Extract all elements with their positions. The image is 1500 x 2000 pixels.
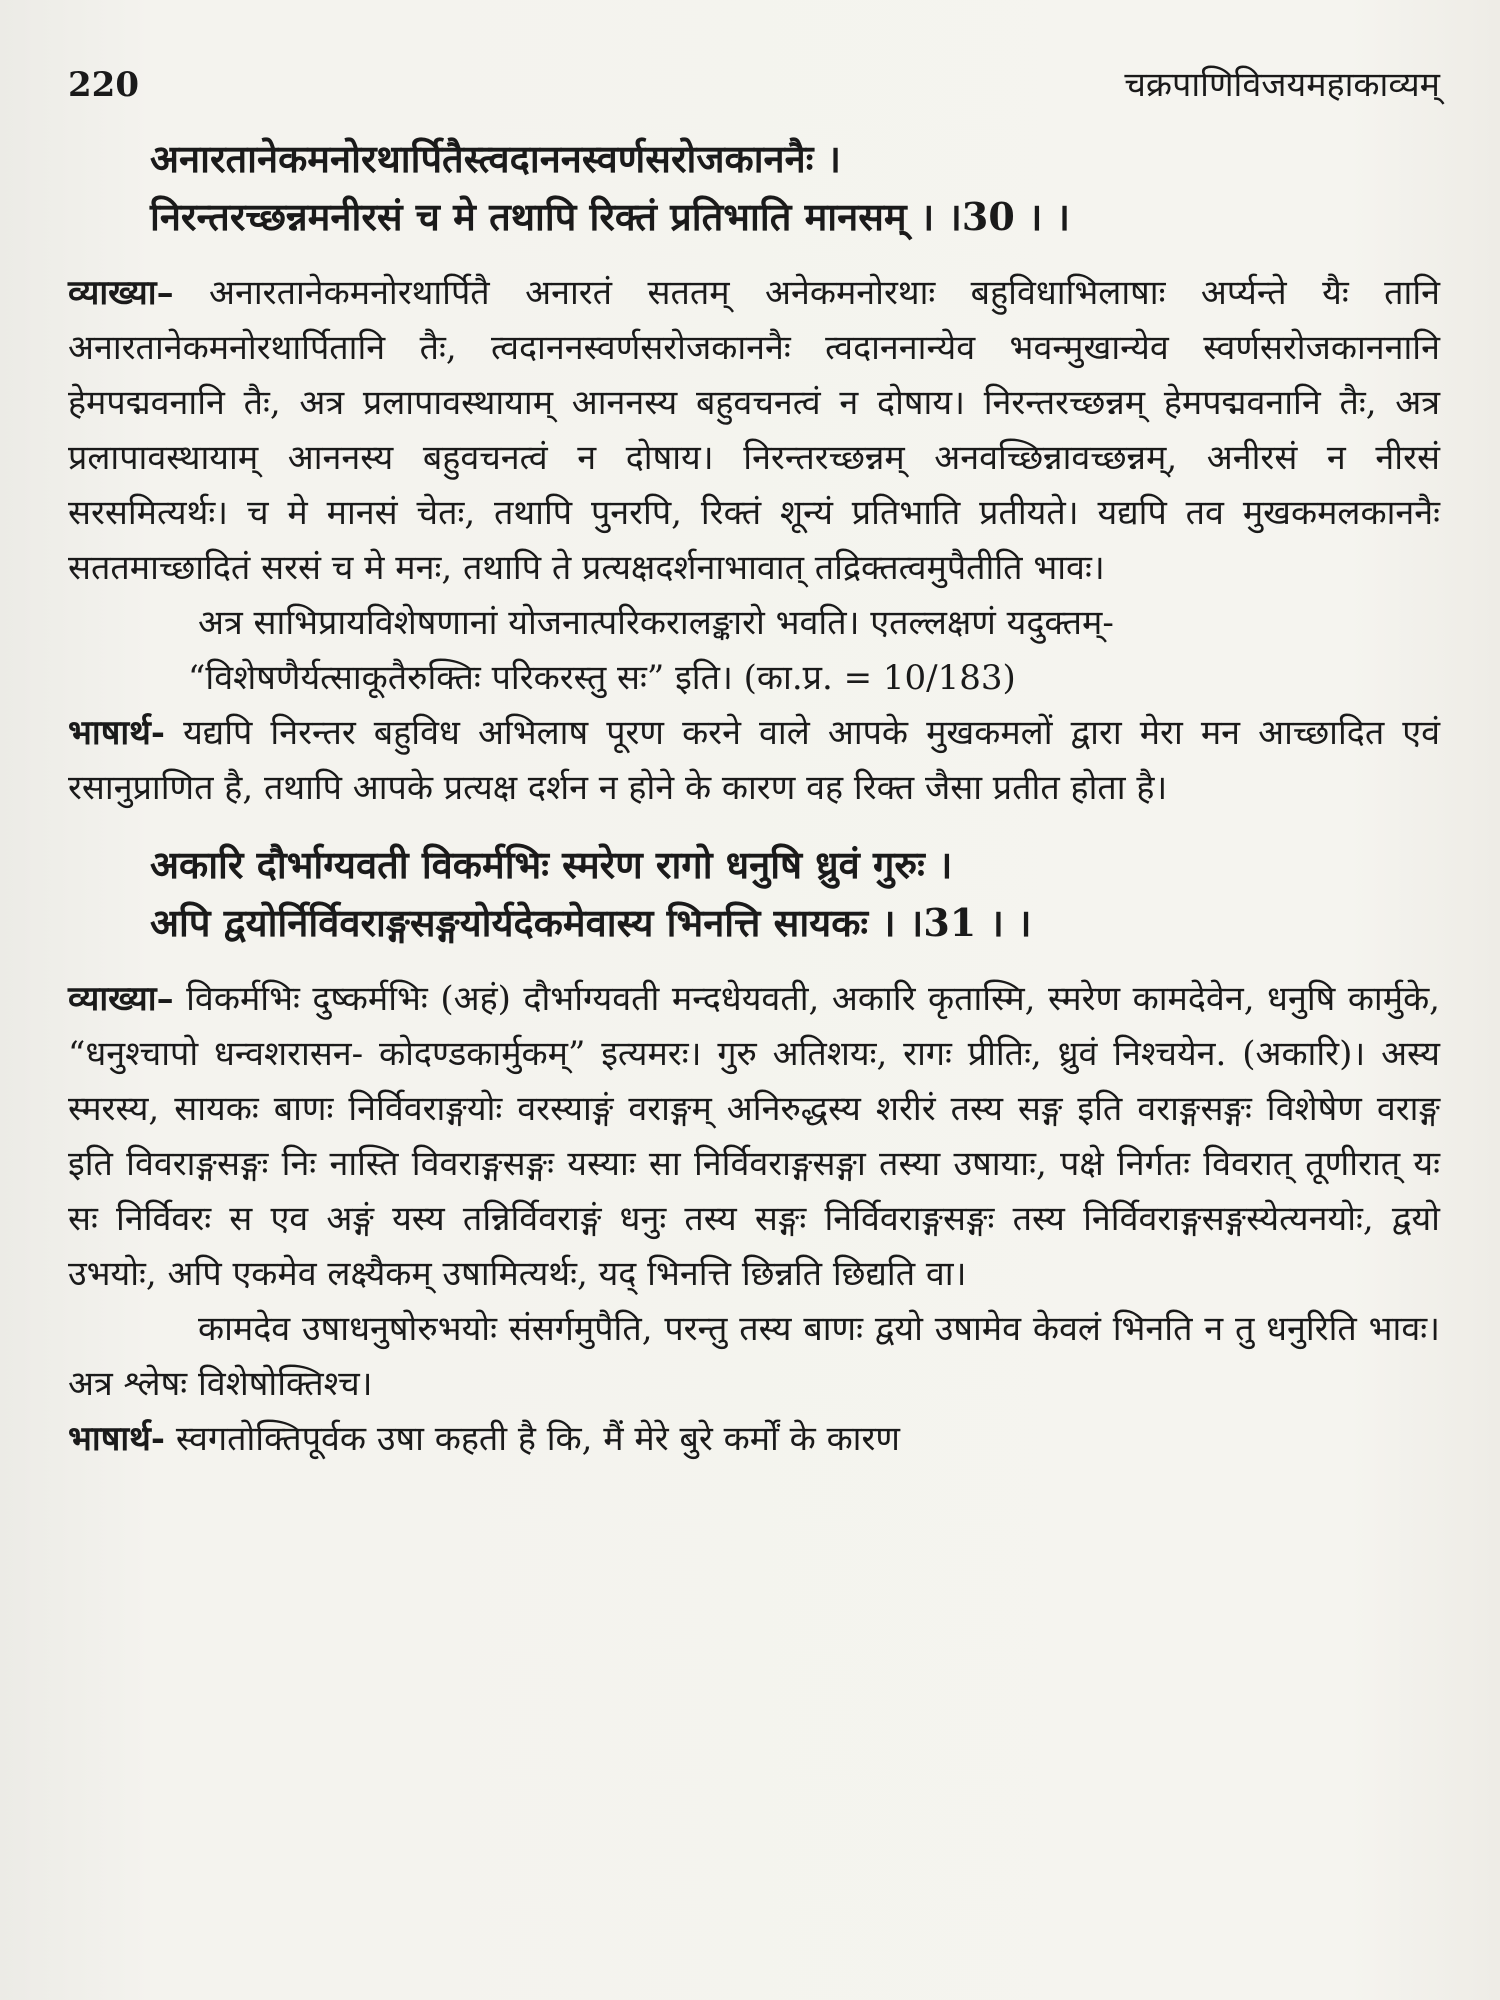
page-number: 220 [68,65,139,105]
book-title: चक्रपाणिविजयमहाकाव्यम् [1124,65,1440,105]
verse-30-line-1: अनारतानेकमनोरथार्पितैस्त्वदाननस्वर्णसरोजकाननैः । [150,136,842,181]
bhasharth-label: भाषार्थ- [68,1419,166,1459]
vyakhya-30-text: अनारतानेकमनोरथार्पितै अनारतं सततम् अनेकमनोरथाः बहुविधाभिलाषाः अर्प्यन्ते यैः तानि अनारतानेकमनोरथार्पितानि तैः, त्वदाननस्वर्णसरोजकाननैः त्वदाननान्येव भवन्मुखान्येव स्वर्णसरोजकाननानि हेमपद्मवनानि तैः, अत्र प्रलापावस्थायाम् आननस्य बहुवचनत्वं न दोषाय। निरन्तरच्छन्नम् हेमपद्मवनानि तैः, अत्र प्रलापावस्थायाम् आननस्य बहुवचनत्वं न दोषाय। निरन्तरच्छन्नम् अनवच्छिन्नावच्छन्नम्, अनीरसं न नीरसं सरसमित्यर्थः। च मे मानसं चेतः, तथापि पुनरपि, रिक्तं शून्यं प्रतिभाति प्रतीयते। यद्यपि तव मुखकमलकाननैः सततमाच्छादितं सरसं च मे मनः, तथापि ते प्रत्यक्षदर्शनाभावात् तद्रिक्तत्वमुपैतीति भावः। [68,273,1440,588]
verse-31-line-2: अपि द्वयोर्निर्विवराङ्गसङ्गयोर्यदेकमेवास्य भिनत्ति सायकः । ।31 । । [150,900,1032,945]
vyakhya-31 [68,972,1440,1302]
bhasharth-label: भाषार्थ- [68,713,166,753]
vyakhya-label: व्याख्या– [68,273,174,313]
verse-31 [68,836,1440,952]
verse-31-line-1: अकारि दौर्भाग्यवती विकर्मभिः स्मरेण रागो धनुषि ध्रुवं गुरुः । [150,842,953,887]
bhasharth-31-text: स्वगतोक्तिपूर्वक उषा कहती है कि, मैं मेरे बुरे कर्मों के कारण [165,1419,900,1459]
vyakhya-label: व्याख्या– [68,979,174,1019]
kavyaprakasha-quote: “विशेषणैर्यत्साकूतैरुक्तिः परिकरस्तु सः” इति। (का.प्र. = 10/183) [188,658,1016,698]
vyakhya-31-text: विकर्मभिः दुष्कर्मभिः (अहं) दौर्भाग्यवती मन्दधेयवती, अकारि कृतास्मि, स्मरेण कामदेवेन, धनुषि कार्मुके, “धनुश्चापो धन्वशरासन- कोदण्डकार्मुकम्” इत्यमरः। गुरु अतिशयः, रागः प्रीतिः, ध्रुवं निश्चयेन. (अकारि)। अस्य स्मरस्य, सायकः बाणः निर्विवराङ्गयोः वरस्याङ्गं वराङ्गम् अनिरुद्धस्य शरीरं तस्य सङ्ग इति वराङ्गसङ्गः विशेषेण वराङ्ग इति विवराङ्गसङ्गः निः नास्ति विवराङ्गसङ्गः यस्याः सा निर्विवराङ्गसङ्गा तस्या उषायाः, पक्षे निर्गतः विवरात् तूणीरात् यः सः निर्विवरः स एव अङ्गं यस्य तन्निर्विवराङ्गं धनुः तस्य सङ्गः निर्विवराङ्गसङ्गः तस्य निर्विवराङ्गसङ्गस्येत्यनयोः, द्वयो उभयोः, अपि एकमेव लक्ष्यैकम् उषामित्यर्थः, यद् भिनत्ति छिन्नति छिद्यति वा। [68,979,1440,1294]
bhasharth-30-text: यद्यपि निरन्तर बहुविध अभिलाष पूरण करने वाले आपके मुखकमलों द्वारा मेरा मन आच्छादित एवं रसानुप्राणित है, तथापि आपके प्रत्यक्ष दर्शन न होने के कारण वह रिक्त जैसा प्रतीत होता है। [68,713,1440,808]
alankara-note: अत्र साभिप्रायविशेषणानां योजनात्परिकरालङ्कारो भवति। एतल्लक्षणं यदुक्तम्- [198,603,1114,643]
bhasharth-31 [68,1412,1440,1467]
verse-30-line-2: निरन्तरच्छन्नमनीरसं च मे तथापि रिक्तं प्रतिभाति मानसम् । ।30 । । [150,194,1071,239]
bhava-note: कामदेव उषाधनुषोरुभयोः संसर्गमुपैति, परन्तु तस्य बाणः द्वयो उषामेव केवलं भिनति न तु धनुरिति भावः। अत्र श्लेषः विशेषोक्तिश्च। [68,1309,1440,1404]
vyakhya-30 [68,266,1440,596]
bhasharth-30 [68,706,1440,816]
page-header [68,60,1440,106]
verse-30 [68,130,1440,246]
